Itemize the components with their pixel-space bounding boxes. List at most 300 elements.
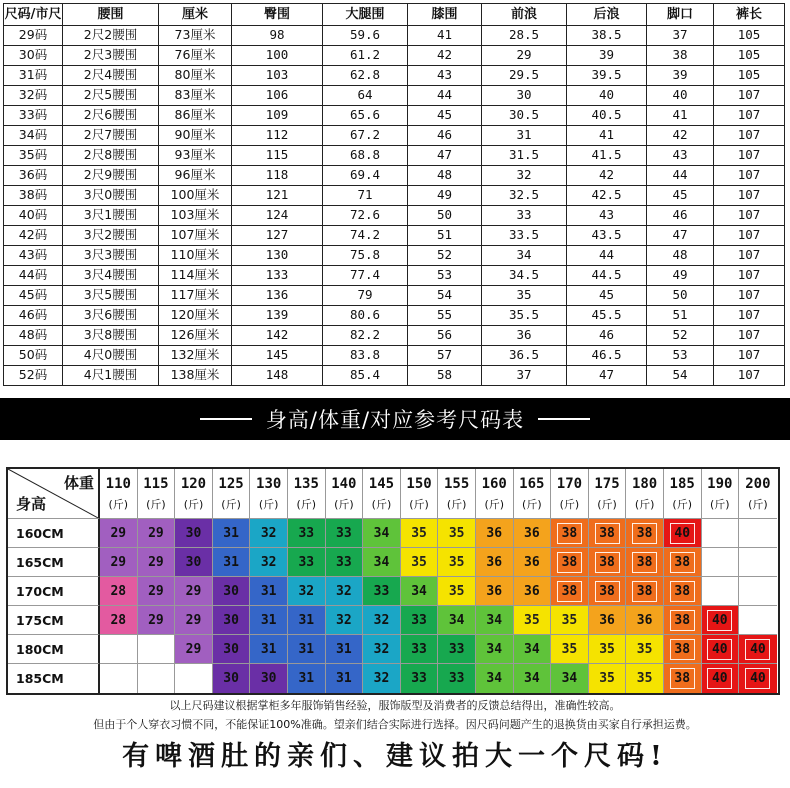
size-table-cell: 86厘米	[159, 106, 232, 126]
size-table-cell: 121	[232, 186, 323, 206]
size-table-row	[4, 46, 785, 66]
size-table-cell: 37	[482, 366, 567, 386]
size-table-cell: 29.5	[482, 66, 567, 86]
size-table-cell: 132厘米	[159, 346, 232, 366]
weight-value: 160	[481, 475, 507, 492]
size-cell	[514, 635, 552, 664]
size-cell	[175, 606, 213, 635]
size-cell	[476, 635, 514, 664]
size-table-row	[4, 286, 785, 306]
size-value: 36	[486, 554, 503, 570]
weight-column-header	[326, 469, 364, 519]
size-cell	[551, 664, 589, 693]
size-cell	[213, 577, 251, 606]
size-table-cell: 44码	[4, 266, 63, 286]
size-table-cell: 77.4	[323, 266, 408, 286]
size-cell	[250, 519, 288, 548]
size-value: 33	[448, 671, 465, 686]
size-value: 38	[670, 668, 695, 689]
size-cell	[438, 606, 476, 635]
size-table-cell: 33.5	[482, 226, 567, 246]
size-table-cell: 31码	[4, 66, 63, 86]
weight-unit: (斤)	[409, 497, 429, 511]
size-table-cell: 61.2	[323, 46, 408, 66]
size-table-row	[4, 306, 785, 326]
size-table-cell: 2尺6腰围	[63, 106, 159, 126]
size-table-cell: 107	[714, 326, 785, 346]
size-table-cell: 47	[408, 146, 482, 166]
size-table-cell: 100	[232, 46, 323, 66]
size-cell	[363, 519, 401, 548]
size-table-header-cell: 大腿围	[323, 4, 408, 26]
size-table-cell: 100厘米	[159, 186, 232, 206]
size-table-cell: 106	[232, 86, 323, 106]
size-cell	[363, 548, 401, 577]
size-table-cell: 41	[567, 126, 647, 146]
weight-unit: (斤)	[484, 497, 505, 511]
size-table-row	[4, 86, 785, 106]
size-value: 34	[373, 525, 390, 541]
size-value: 29	[148, 554, 164, 570]
size-table	[3, 3, 785, 386]
size-table-cell: 45.5	[567, 306, 647, 326]
size-table-header-cell: 裤长	[714, 4, 785, 26]
size-table-cell: 2尺3腰围	[63, 46, 159, 66]
size-table-cell: 49	[647, 266, 714, 286]
size-table-cell: 44	[647, 166, 714, 186]
beer-belly-advice: 有啤酒肚的亲们、建议拍大一个尺码!	[122, 741, 668, 772]
size-value: 38	[670, 639, 695, 660]
size-table-cell: 34码	[4, 126, 63, 146]
grid-corner-cell	[8, 469, 100, 519]
size-table-cell: 2尺2腰围	[63, 26, 159, 46]
size-table-cell: 30	[482, 86, 567, 106]
size-value: 40	[707, 610, 732, 631]
weight-value: 165	[519, 475, 545, 492]
size-value: 32	[373, 641, 390, 657]
size-table-header-cell: 前浪	[482, 4, 567, 26]
weight-unit: (斤)	[183, 497, 204, 511]
size-cell	[476, 606, 514, 635]
size-table-cell: 3尺8腰围	[63, 326, 159, 346]
size-value: 34	[486, 641, 503, 657]
size-table-cell: 107	[714, 126, 785, 146]
size-value: 35	[524, 612, 540, 628]
size-value: 38	[595, 581, 620, 602]
size-cell	[326, 606, 364, 635]
size-cell	[702, 635, 740, 664]
size-table-cell: 41	[647, 106, 714, 126]
size-table-cell: 48	[647, 246, 714, 266]
size-value: 30	[223, 641, 239, 657]
weight-column-header	[551, 469, 589, 519]
size-table-cell: 52	[408, 246, 482, 266]
size-table-cell: 74.2	[323, 226, 408, 246]
size-table-cell: 107	[714, 366, 785, 386]
banner-title: 身高/体重/对应参考尺码表	[265, 408, 525, 432]
size-value: 36	[636, 612, 653, 628]
size-cell	[288, 606, 326, 635]
size-cell	[175, 664, 213, 693]
size-table-cell: 46码	[4, 306, 63, 326]
size-cell	[476, 548, 514, 577]
size-table-row	[4, 26, 785, 46]
size-value: 33	[298, 525, 315, 541]
size-cell	[702, 606, 740, 635]
size-table-cell: 52	[647, 326, 714, 346]
size-value: 32	[298, 583, 315, 599]
size-value: 35	[561, 612, 578, 628]
size-table-cell: 110厘米	[159, 246, 232, 266]
size-table-cell: 43	[567, 206, 647, 226]
weight-column-header	[514, 469, 552, 519]
size-cell	[250, 577, 288, 606]
size-table-cell: 4尺0腰围	[63, 346, 159, 366]
size-cell	[551, 548, 589, 577]
size-table-cell: 105	[714, 46, 785, 66]
size-value: 31	[260, 583, 277, 599]
height-row-label: 185CM	[8, 664, 100, 693]
weight-unit: (斤)	[672, 497, 692, 511]
weight-value: 190	[707, 475, 733, 492]
size-table-cell: 107厘米	[159, 226, 232, 246]
size-table-cell: 44	[567, 246, 647, 266]
size-table-cell: 37	[647, 26, 714, 46]
size-value: 40	[707, 639, 732, 660]
size-table-cell: 112	[232, 126, 323, 146]
size-table-cell: 75.8	[323, 246, 408, 266]
size-cell	[401, 577, 439, 606]
size-value: 30	[260, 671, 277, 686]
size-table-cell: 28.5	[482, 26, 567, 46]
size-table-cell: 4尺1腰围	[63, 366, 159, 386]
size-cell	[100, 664, 138, 693]
size-cell	[438, 577, 476, 606]
size-table-cell: 3尺0腰围	[63, 186, 159, 206]
size-cell	[514, 519, 552, 548]
size-table-cell: 47	[567, 366, 647, 386]
size-value: 33	[373, 583, 390, 599]
size-table-cell: 48码	[4, 326, 63, 346]
size-table-cell: 36	[482, 326, 567, 346]
size-table-cell: 120厘米	[159, 306, 232, 326]
size-cell	[326, 664, 364, 693]
size-table-cell: 3尺3腰围	[63, 246, 159, 266]
size-value: 33	[336, 525, 352, 541]
size-table-cell: 3尺2腰围	[63, 226, 159, 246]
size-value: 32	[336, 583, 352, 599]
size-table-cell: 118	[232, 166, 323, 186]
size-table-cell: 53	[408, 266, 482, 286]
size-cell	[250, 548, 288, 577]
size-table-cell: 68.8	[323, 146, 408, 166]
weight-unit: (斤)	[146, 497, 166, 511]
size-cell	[288, 519, 326, 548]
size-value: 29	[148, 525, 164, 541]
size-table-cell: 35.5	[482, 306, 567, 326]
size-table-cell: 80.6	[323, 306, 408, 326]
size-value: 36	[524, 583, 540, 599]
size-table-cell: 34	[482, 246, 567, 266]
size-cell	[626, 577, 664, 606]
size-value: 38	[632, 523, 657, 544]
disclaimer-line-2: 但由于个人穿衣习惯不同，不能保证100%准确。望亲们结合实际进行选择。因尺码问题产生的退换货由买家自行承担运费。	[93, 718, 697, 731]
size-cell	[100, 548, 138, 577]
size-cell	[175, 577, 213, 606]
size-cell	[100, 635, 138, 664]
size-cell	[138, 635, 176, 664]
size-table-cell: 103厘米	[159, 206, 232, 226]
size-cell	[589, 664, 627, 693]
size-value: 38	[670, 581, 695, 602]
size-value: 35	[448, 525, 465, 541]
weight-column-header	[250, 469, 288, 519]
size-table-cell: 105	[714, 26, 785, 46]
size-cell	[739, 664, 777, 693]
size-table-cell: 40	[647, 86, 714, 106]
grid-header-row	[8, 469, 778, 519]
size-value: 31	[223, 554, 239, 570]
size-cell	[664, 519, 702, 548]
weight-value: 150	[406, 475, 432, 492]
size-value: 35	[599, 671, 615, 686]
size-value: 34	[486, 612, 503, 628]
size-table-cell: 47	[647, 226, 714, 246]
size-table-cell: 3尺5腰围	[63, 286, 159, 306]
size-cell	[363, 635, 401, 664]
size-table-cell: 29码	[4, 26, 63, 46]
size-value: 34	[524, 641, 540, 657]
size-cell	[213, 606, 251, 635]
size-table-cell: 124	[232, 206, 323, 226]
size-table-cell: 53	[647, 346, 714, 366]
size-table-cell: 43	[408, 66, 482, 86]
size-cell	[288, 664, 326, 693]
size-table-cell: 43码	[4, 246, 63, 266]
size-cell	[476, 577, 514, 606]
size-table-cell: 35码	[4, 146, 63, 166]
size-value: 34	[486, 671, 503, 686]
size-cell	[138, 606, 176, 635]
banner-right-rule	[538, 418, 590, 420]
size-value: 31	[260, 612, 277, 628]
size-value: 38	[557, 581, 582, 602]
size-cell	[589, 635, 627, 664]
size-table-row	[4, 326, 785, 346]
size-table-cell: 44	[408, 86, 482, 106]
size-table-cell: 43	[647, 146, 714, 166]
size-value: 30	[185, 554, 202, 570]
weight-value: 120	[180, 475, 207, 492]
size-cell	[626, 664, 664, 693]
size-cell	[438, 664, 476, 693]
size-table-cell: 39.5	[567, 66, 647, 86]
size-table-cell: 71	[323, 186, 408, 206]
size-table-cell: 115	[232, 146, 323, 166]
weight-value: 140	[331, 475, 357, 492]
size-cell	[626, 548, 664, 577]
size-value: 38	[557, 523, 582, 544]
height-row-label: 160CM	[8, 519, 100, 548]
size-value: 35	[411, 554, 427, 570]
size-table-cell: 58	[408, 366, 482, 386]
size-value: 35	[561, 641, 578, 657]
weight-column-header	[589, 469, 627, 519]
size-table-cell: 79	[323, 286, 408, 306]
size-value: 32	[373, 612, 390, 628]
size-table-cell: 72.6	[323, 206, 408, 226]
size-table-cell: 107	[714, 306, 785, 326]
size-cell	[326, 577, 364, 606]
size-value: 33	[411, 612, 427, 628]
size-table-row	[4, 246, 785, 266]
height-row-label: 180CM	[8, 635, 100, 664]
size-cell	[138, 548, 176, 577]
height-row-label: 170CM	[8, 577, 100, 606]
size-value: 38	[670, 610, 695, 631]
size-cell	[401, 548, 439, 577]
size-value: 29	[110, 554, 127, 570]
size-table-cell: 45	[567, 286, 647, 306]
size-value: 35	[448, 554, 465, 570]
size-cell	[100, 519, 138, 548]
weight-axis-label: 体重	[63, 474, 94, 492]
size-value: 31	[298, 671, 315, 686]
size-value: 35	[599, 641, 615, 657]
size-value: 30	[185, 525, 202, 541]
weight-unit: (斤)	[597, 497, 617, 511]
weight-unit: (斤)	[710, 497, 730, 511]
size-cell	[664, 606, 702, 635]
size-table-cell: 50码	[4, 346, 63, 366]
size-table-cell: 48	[408, 166, 482, 186]
size-cell	[288, 635, 326, 664]
size-table-cell: 76厘米	[159, 46, 232, 66]
size-cell	[739, 577, 777, 606]
weight-column-header	[100, 469, 138, 519]
size-table-header-cell: 腰围	[63, 4, 159, 26]
size-cell	[401, 664, 439, 693]
size-table-cell: 36码	[4, 166, 63, 186]
weight-column-header	[175, 469, 213, 519]
size-value: 36	[524, 554, 540, 570]
weight-unit: (斤)	[559, 497, 580, 511]
size-cell	[664, 635, 702, 664]
size-table-cell: 50	[408, 206, 482, 226]
size-table-cell: 107	[714, 186, 785, 206]
size-value: 31	[336, 641, 352, 657]
weight-value: 115	[143, 475, 169, 492]
size-table-cell: 55	[408, 306, 482, 326]
weight-unit: (斤)	[371, 497, 392, 511]
size-cell	[589, 577, 627, 606]
size-cell	[739, 606, 777, 635]
size-cell	[100, 577, 138, 606]
size-cell	[664, 548, 702, 577]
weight-column-header	[213, 469, 251, 519]
size-cell	[250, 664, 288, 693]
size-cell	[551, 606, 589, 635]
size-table-cell: 40码	[4, 206, 63, 226]
size-value: 33	[448, 641, 465, 657]
size-table-row	[4, 206, 785, 226]
grid-row	[8, 548, 778, 577]
weight-unit: (斤)	[634, 497, 655, 511]
size-table-cell: 103	[232, 66, 323, 86]
size-cell	[363, 606, 401, 635]
weight-value: 135	[293, 475, 319, 492]
size-value: 40	[745, 668, 770, 689]
size-value: 33	[411, 641, 427, 657]
size-cell	[213, 635, 251, 664]
size-value: 31	[223, 525, 239, 541]
size-table-row	[4, 166, 785, 186]
size-table-cell: 107	[714, 226, 785, 246]
size-value: 31	[336, 671, 352, 686]
weight-value: 185	[669, 475, 695, 492]
weight-unit: (斤)	[258, 497, 279, 511]
size-cell	[551, 635, 589, 664]
size-table-cell: 54	[647, 366, 714, 386]
weight-value: 170	[556, 475, 583, 492]
size-table-cell: 130	[232, 246, 323, 266]
size-table-cell: 32	[482, 166, 567, 186]
size-cell	[626, 606, 664, 635]
size-value: 31	[298, 641, 315, 657]
grid-row	[8, 635, 778, 664]
size-table-cell: 90厘米	[159, 126, 232, 146]
size-table-cell: 148	[232, 366, 323, 386]
size-table-cell: 45	[408, 106, 482, 126]
size-table-cell: 83.8	[323, 346, 408, 366]
size-table-body	[4, 26, 785, 386]
weight-column-header	[363, 469, 401, 519]
size-table-header-cell: 脚口	[647, 4, 714, 26]
size-table-cell: 138厘米	[159, 366, 232, 386]
size-table-row	[4, 106, 785, 126]
height-row-label: 165CM	[8, 548, 100, 577]
weight-column-header	[702, 469, 740, 519]
size-table-cell: 93厘米	[159, 146, 232, 166]
size-table-cell: 136	[232, 286, 323, 306]
size-cell	[589, 606, 627, 635]
size-value: 35	[636, 641, 653, 657]
weight-column-header	[664, 469, 702, 519]
size-value: 38	[557, 552, 582, 573]
weight-value: 125	[218, 475, 244, 492]
size-cell	[551, 577, 589, 606]
size-table-cell: 45码	[4, 286, 63, 306]
size-cell	[401, 606, 439, 635]
weight-value: 200	[745, 475, 771, 492]
size-cell	[514, 606, 552, 635]
size-table-cell: 83厘米	[159, 86, 232, 106]
size-table-cell: 34.5	[482, 266, 567, 286]
weight-column-header	[476, 469, 514, 519]
size-table-cell: 109	[232, 106, 323, 126]
size-table-cell: 145	[232, 346, 323, 366]
size-table-row	[4, 126, 785, 146]
size-cell	[326, 548, 364, 577]
size-cell	[664, 577, 702, 606]
size-table-cell: 59.6	[323, 26, 408, 46]
size-value: 32	[260, 554, 277, 570]
size-value: 40	[707, 668, 732, 689]
size-table-header-cell: 尺码/市尺	[4, 4, 63, 26]
size-value: 40	[670, 523, 695, 544]
section-banner	[0, 398, 790, 440]
size-table-cell: 69.4	[323, 166, 408, 186]
